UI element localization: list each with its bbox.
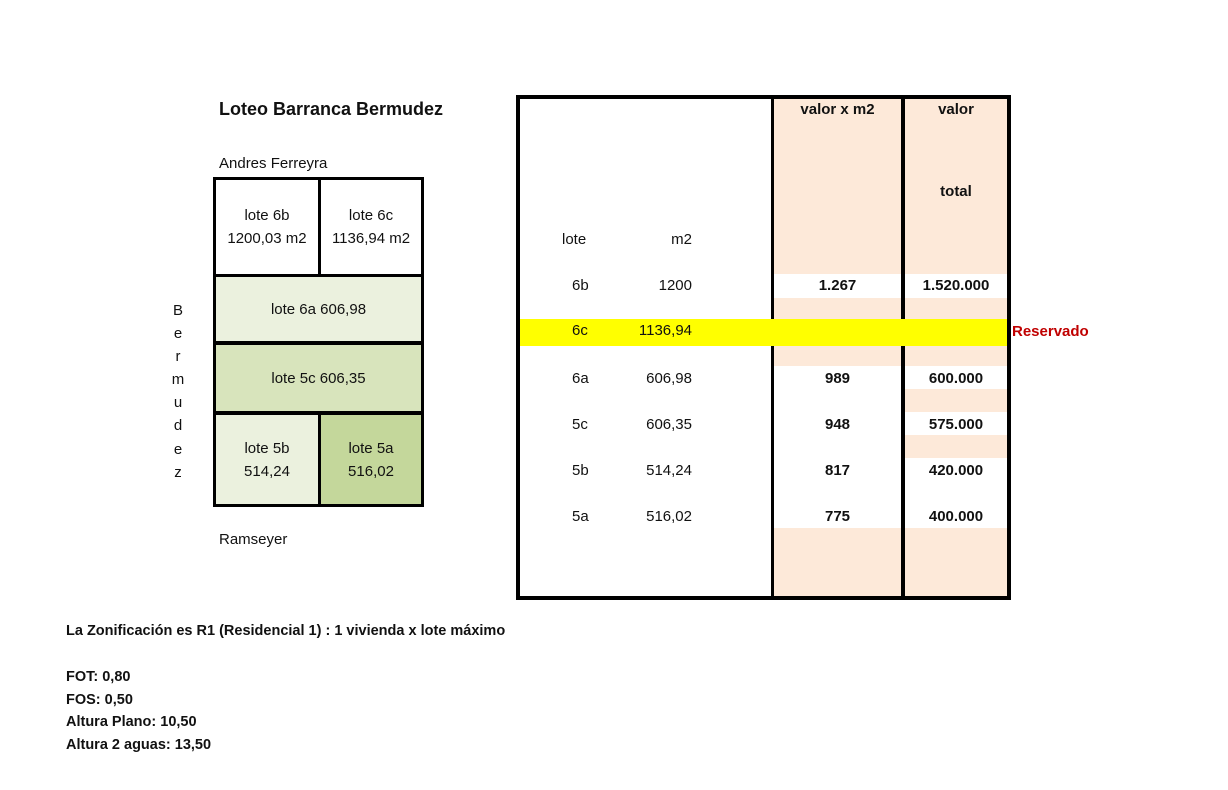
note-fos: FOS: 0,50 [66,692,133,708]
header-valor: valor [938,101,974,118]
table-cell-m2: 606,35 [646,416,692,433]
lot-plan [213,177,424,507]
table-cell-m2: 1200 [658,277,692,294]
street-side-letter: u [173,394,183,412]
table-cell-lote: 5c [572,416,588,433]
street-side-letter: m [171,371,185,389]
table-cell-valor-m2: 817 [824,462,851,479]
table-cell-valor: 600.000 [928,370,984,387]
table-cell-lote: 6a [572,370,589,387]
header-lote: lote [562,231,587,248]
table-cell-valor: 1.520.000 [922,277,990,294]
lot-5b-area: 514,24 [244,462,290,480]
table-cell-m2: 514,24 [646,462,692,479]
table-cell-m2: 516,02 [646,508,692,525]
lot-5c-label: lote 5c 606,35 [271,369,366,387]
table-cell-valor-m2: 775 [824,508,851,525]
table-cell-valor: 400.000 [928,508,984,525]
street-side-letter: d [173,417,183,435]
note-fot: FOT: 0,80 [66,669,131,685]
note-altura-plano: Altura Plano: 10,50 [66,714,197,730]
lot-6a-label: lote 6a 606,98 [270,300,367,318]
lot-6b [216,180,318,274]
lot-5a-area: 516,02 [348,462,394,480]
note-altura-2-aguas: Altura 2 aguas: 13,50 [66,737,212,753]
table-cell-lote: 5a [572,508,589,525]
page-title: Loteo Barranca Bermudez [219,99,444,119]
lot-6c-area: 1136,94 m2 [331,230,411,247]
zoning-note: La Zonificación es R1 (Residencial 1) : 1 vivienda x lote máximo [66,623,506,639]
table-cell-valor-m2: 1.267 [818,277,857,294]
header-m2: m2 [671,231,692,248]
lot-5b [216,415,318,504]
table-cell-valor: 420.000 [928,462,984,479]
table-cell-bg [774,366,901,528]
lot-6a [216,277,421,341]
lot-6b-name: lote 6b [244,207,290,224]
table-cell-valor-m2: 948 [824,416,851,433]
table-cell-m2: 606,98 [646,370,692,387]
street-side-letter: e [173,325,183,343]
header-valor-m2: valor x m2 [800,101,875,118]
street-side-letter: e [173,440,183,458]
table-cell-lote: 5b [572,462,589,479]
lot-5a-name: lote 5a [348,439,394,457]
reserved-status-label: Reservado [1012,323,1089,340]
street-side-letter: r [175,348,181,366]
reserved-row-highlight [520,319,1007,346]
header-total: total [940,183,972,200]
lot-6c-name: lote 6c [348,207,394,224]
table-cell-lote: 6c [572,322,588,339]
street-side-letter: z [174,463,182,481]
street-bottom-label: Ramseyer [219,531,288,548]
lot-5a [321,415,421,504]
price-table [516,95,1011,600]
street-top-label: Andres Ferreyra [219,155,328,172]
lot-6b-area: 1200,03 m2 [227,230,307,247]
lot-5b-name: lote 5b [244,439,290,457]
table-cell-valor: 575.000 [928,416,984,433]
table-cell-m2: 1136,94 [638,322,692,339]
street-side-label [170,299,186,484]
lot-5c [216,345,421,411]
table-cell-valor-m2: 989 [824,370,851,387]
table-cell-lote: 6b [572,277,589,294]
lot-6c [321,180,421,274]
street-side-letter: B [172,302,183,319]
